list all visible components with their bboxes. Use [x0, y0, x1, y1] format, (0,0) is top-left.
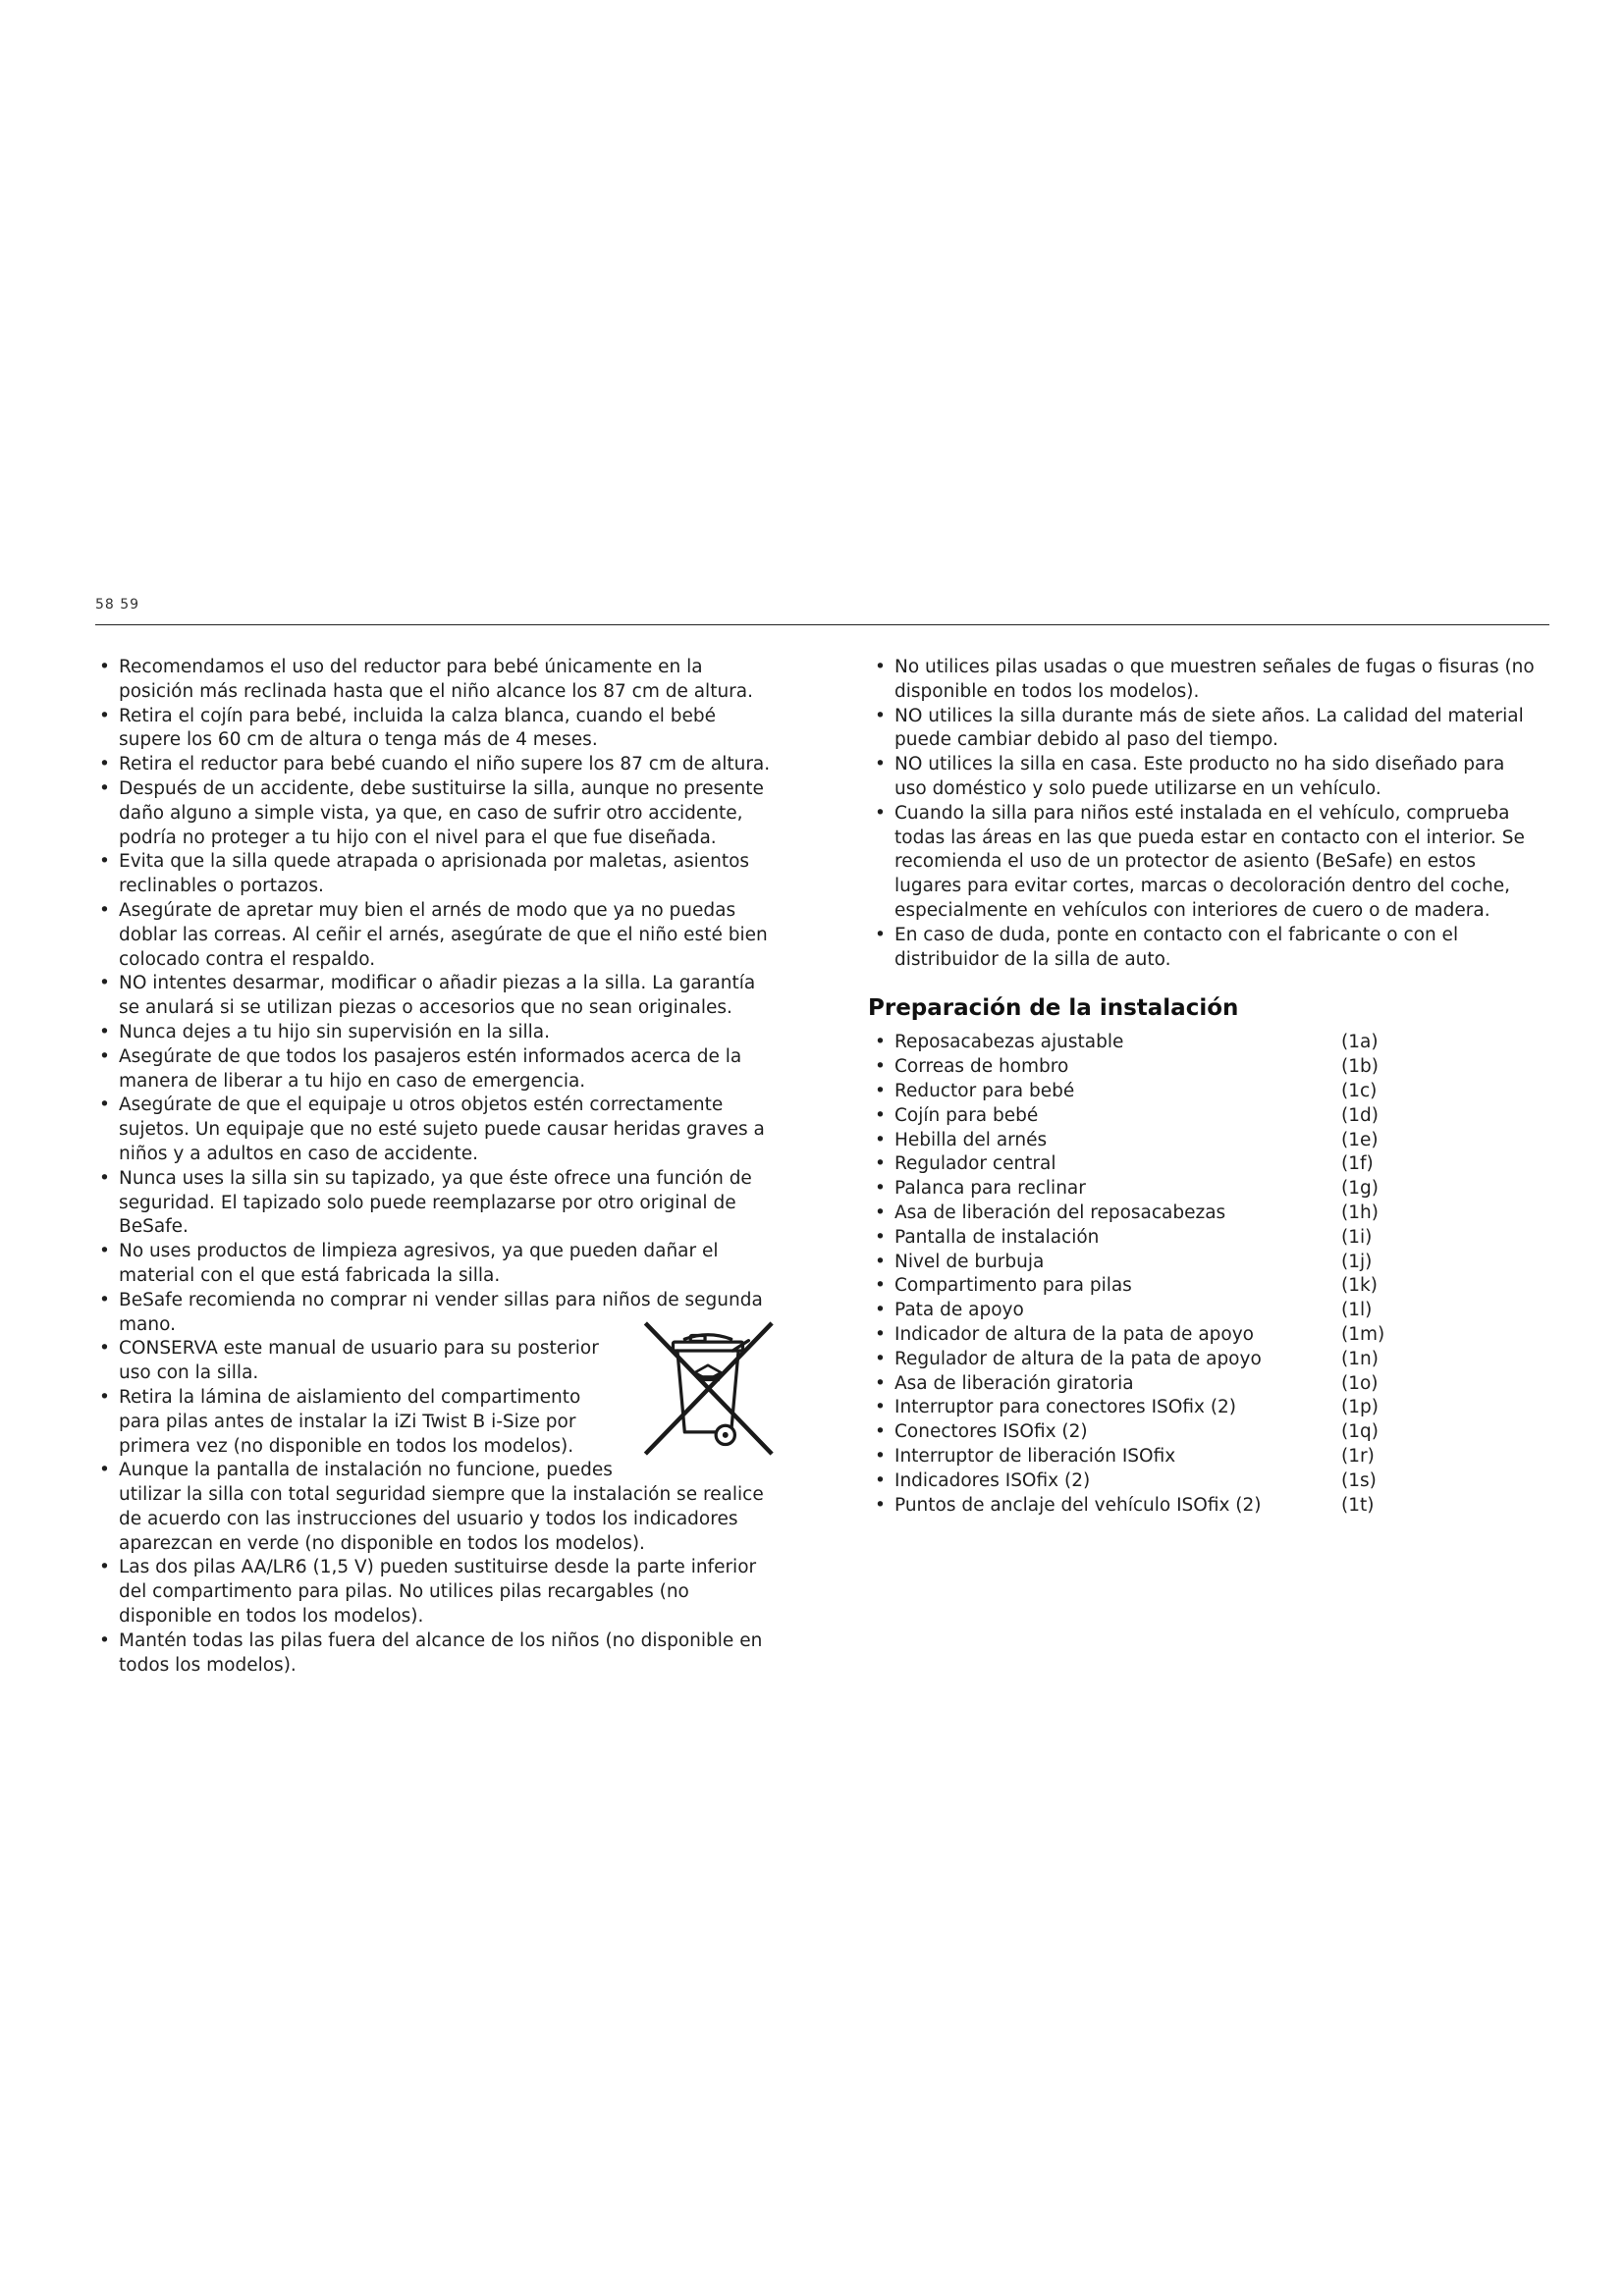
- part-ref: (1o): [1341, 1372, 1379, 1394]
- part-ref: (1f): [1341, 1153, 1374, 1175]
- part-row: [872, 1274, 1392, 1299]
- part-name: • Pantalla de instalación: [872, 1226, 1341, 1251]
- left-column: [96, 656, 774, 1678]
- part-name: • Nivel de burbuja: [872, 1251, 1341, 1275]
- part-name: • Indicadores ISOfix (2): [872, 1469, 1341, 1494]
- list-item: • No uses productos de limpieza agresivos, ya que pueden dañar el material con el que está fabricada la silla.: [96, 1240, 774, 1289]
- part-row: [872, 1152, 1392, 1177]
- part-ref: (1c): [1341, 1080, 1378, 1101]
- part-row: [872, 1445, 1392, 1469]
- list-item: • No utilices pilas usadas o que muestren señales de fugas o fisuras (no disponible en todos los modelos).: [872, 656, 1540, 705]
- list-item: • Recomendamos el uso del reductor para bebé únicamente en la posición más reclinada hasta que el niño alcance los 87 cm de altura.: [96, 656, 774, 705]
- part-ref: (1d): [1341, 1104, 1379, 1126]
- list-item: • NO utilices la silla durante más de siete años. La calidad del material puede cambiar debido al paso del tiempo.: [872, 705, 1540, 754]
- part-name: • Conectores ISOfix (2): [872, 1420, 1341, 1445]
- list-item: • Nunca uses la silla sin su tapizado, ya que éste ofrece una función de seguridad. El tapizado solo puede reemplazarse por otro original de BeSafe.: [96, 1167, 774, 1240]
- list-item: • Aunque la pantalla de instalación no funcione, puedes: [96, 1459, 774, 1483]
- part-ref: (1h): [1341, 1201, 1379, 1223]
- part-ref: (1s): [1341, 1469, 1377, 1491]
- safety-list-top: [96, 656, 774, 1337]
- part-row: [872, 1372, 1392, 1397]
- safety-list-bottom: [96, 1556, 774, 1678]
- list-item: • Mantén todas las pilas fuera del alcance de los niños (no disponible en todos los modelos).: [96, 1629, 774, 1679]
- list-item: • NO intentes desarmar, modificar o añadir piezas a la silla. La garantía se anulará si se utilizan piezas o accesorios que no sean originales.: [96, 972, 774, 1021]
- crossed-out-wheelie-bin-icon: [635, 1317, 781, 1463]
- list-item-continuation: utilizar la silla con total seguridad siempre que la instalación se realice de acuerdo con las instrucciones del usuario y todos los indicadores aparezcan en verde (no disponible en todos los modelos).: [119, 1484, 764, 1554]
- part-row: [872, 1129, 1392, 1153]
- list-item: • Asegúrate de que todos los pasajeros estén informados acerca de la manera de liberar a tu hijo en caso de emergencia.: [96, 1045, 774, 1095]
- section-title: Preparación de la instalación: [868, 995, 1239, 1022]
- part-ref: (1g): [1341, 1178, 1379, 1200]
- part-name: • Correas de hombro: [872, 1055, 1341, 1080]
- part-ref: (1q): [1341, 1421, 1379, 1443]
- part-row: [872, 1323, 1392, 1348]
- header-divider: [95, 624, 1549, 625]
- part-ref: (1k): [1341, 1275, 1378, 1297]
- part-row: [872, 1055, 1392, 1080]
- part-ref: (1n): [1341, 1348, 1379, 1369]
- list-item: • Asegúrate de apretar muy bien el arnés de modo que ya no puedas doblar las correas. Al ceñir el arnés, asegúrate de que el niño esté bien colocado contra el respaldo.: [96, 899, 774, 972]
- part-name: • Puntos de anclaje del vehículo ISOfix (2): [872, 1494, 1341, 1519]
- part-row: [872, 1201, 1392, 1226]
- list-item: • BeSafe recomienda no comprar ni vender sillas para niños de segunda mano.: [96, 1289, 774, 1338]
- part-row: [872, 1226, 1392, 1251]
- part-ref: (1l): [1341, 1300, 1373, 1321]
- part-name: • Asa de liberación del reposacabezas: [872, 1201, 1341, 1226]
- list-item: • Las dos pilas AA/LR6 (1,5 V) pueden sustituirse desde la parte inferior del compartimento para pilas. No utilices pilas recargables (no disponible en todos los modelos).: [96, 1556, 774, 1629]
- list-item: • Retira el reductor para bebé cuando el niño supere los 87 cm de altura.: [96, 753, 774, 777]
- list-item: • Retira la lámina de aislamiento del compartimento para pilas antes de instalar la iZi Twist B i-Size por primera vez (no disponible en todos los modelos).: [96, 1386, 774, 1459]
- part-row: [872, 1420, 1392, 1445]
- part-row: [872, 1177, 1392, 1201]
- list-item: • Retira el cojín para bebé, incluida la calza blanca, cuando el bebé supere los 60 cm de altura o tenga más de 4 meses.: [96, 705, 774, 754]
- part-ref: (1r): [1341, 1445, 1375, 1467]
- part-name: • Hebilla del arnés: [872, 1129, 1341, 1153]
- part-ref: (1p): [1341, 1397, 1379, 1418]
- part-ref: (1m): [1341, 1323, 1385, 1345]
- part-row: [872, 1104, 1392, 1129]
- part-ref: (1a): [1341, 1032, 1379, 1053]
- part-row: [872, 1031, 1392, 1055]
- part-name: • Reductor para bebé: [872, 1080, 1341, 1104]
- part-ref: (1j): [1341, 1251, 1373, 1272]
- part-name: • Cojín para bebé: [872, 1104, 1341, 1129]
- list-item: • NO utilices la silla en casa. Este producto no ha sido diseñado para uso doméstico y solo puede utilizarse en un vehículo.: [872, 753, 1540, 802]
- part-name: • Indicador de altura de la pata de apoyo: [872, 1323, 1341, 1348]
- part-row: [872, 1251, 1392, 1275]
- part-ref: (1b): [1341, 1056, 1379, 1078]
- part-name: • Reposacabezas ajustable: [872, 1031, 1341, 1055]
- page-number: 58 59: [95, 597, 140, 613]
- list-item: • En caso de duda, ponte en contacto con el fabricante o con el distribuidor de la silla de auto.: [872, 924, 1540, 973]
- list-item: • Asegúrate de que el equipaje u otros objetos estén correctamente sujetos. Un equipaje que no esté sujeto puede causar heridas graves a niños y a adultos en caso de accidente.: [96, 1094, 774, 1166]
- part-row: [872, 1348, 1392, 1372]
- part-name: • Asa de liberación giratoria: [872, 1372, 1341, 1397]
- part-row: [872, 1494, 1392, 1519]
- part-name: • Interruptor para conectores ISOfix (2): [872, 1396, 1341, 1420]
- list-item: • CONSERVA este manual de usuario para su posterior uso con la silla.: [96, 1337, 774, 1386]
- list-item: • Después de un accidente, debe sustituirse la silla, aunque no presente daño alguno a simple vista, ya que, en caso de sufrir otro accidente, podría no proteger a tu hijo con el nivel para el que fue diseñada.: [96, 777, 774, 850]
- part-row: [872, 1469, 1392, 1494]
- part-name: • Regulador de altura de la pata de apoyo: [872, 1348, 1341, 1372]
- part-name: • Palanca para reclinar: [872, 1177, 1341, 1201]
- list-item: • Cuando la silla para niños esté instalada en el vehículo, comprueba todas las áreas en las que pueda estar en contacto con el interior. Se recomienda el uso de un protector de asiento (BeSafe) en estos lugares para evitar cortes, marcas o decoloración dentro del coche, especialmente en vehículos con interiores de cuero o de madera.: [872, 802, 1540, 924]
- part-name: • Compartimento para pilas: [872, 1274, 1341, 1299]
- part-ref: (1i): [1341, 1226, 1373, 1248]
- right-column: [868, 656, 1540, 1518]
- part-name: • Interruptor de liberación ISOfix: [872, 1445, 1341, 1469]
- part-ref: (1t): [1341, 1494, 1375, 1516]
- parts-list: [872, 1031, 1392, 1518]
- safety-list-right: [872, 656, 1540, 972]
- list-item: • Evita que la silla quede atrapada o aprisionada por maletas, asientos reclinables o portazos.: [96, 850, 774, 899]
- part-row: [872, 1080, 1392, 1104]
- part-row: [872, 1396, 1392, 1420]
- part-ref: (1e): [1341, 1129, 1379, 1150]
- part-name: • Pata de apoyo: [872, 1299, 1341, 1323]
- part-row: [872, 1299, 1392, 1323]
- list-item: • Nunca dejes a tu hijo sin supervisión en la silla.: [96, 1021, 774, 1045]
- part-name: • Regulador central: [872, 1152, 1341, 1177]
